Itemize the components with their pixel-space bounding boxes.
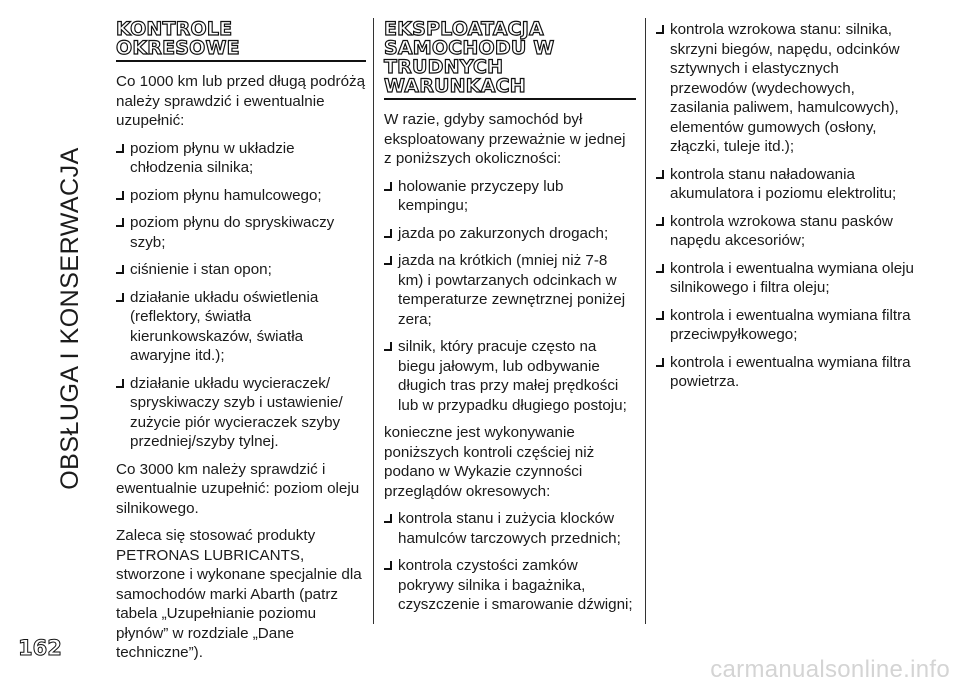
checklist-item-text: kontrola i ewentualna wymiana filtra powietrza.: [670, 353, 911, 390]
column-divider-right: [645, 18, 646, 624]
checkbox-bullet-icon: [384, 228, 394, 239]
checkbox-bullet-icon: [656, 169, 666, 180]
checklist-item-text: kontrola wzrokowa stanu pasków napędu akcesoriów;: [670, 212, 893, 249]
heading-line: SAMOCHODU W: [384, 37, 555, 59]
checkbox-bullet-icon: [116, 190, 126, 201]
heading-line: EKSPLOATACJA: [384, 18, 544, 40]
checklist-item: [384, 251, 636, 329]
checkbox-bullet-icon: [656, 216, 666, 227]
checklist-item-text: silnik, który pracuje często na biegu jałowym, lub odbywanie długich tras przy małej prędkości lub w przypadku długiego postoju;: [398, 338, 627, 414]
checklist-item-text: działanie układu oświetlenia (reflektory, światła kierunkowskazów, światła awaryjne itd.);: [130, 288, 319, 364]
checkbox-bullet-icon: [116, 378, 126, 389]
checklist-item: [656, 212, 914, 251]
checkbox-bullet-icon: [116, 143, 126, 154]
checkbox-bullet-icon: [656, 24, 666, 35]
checklist-item: [656, 353, 914, 392]
checklist-item: [656, 165, 914, 204]
checklist-item: [116, 288, 366, 366]
checkbox-bullet-icon: [384, 560, 394, 571]
checklist-item-text: kontrola czystości zamków pokrywy silnika i bagażnika, czyszczenie i smarowanie dźwigni;: [398, 557, 633, 613]
heading-line: WARUNKACH: [384, 75, 526, 97]
checklist-item-text: jazda po zakurzonych drogach;: [398, 224, 609, 242]
column-periodic-checks: [116, 20, 366, 671]
watermark: carmanualsonline.info: [710, 656, 950, 683]
heading-rule: [384, 98, 636, 100]
checklist-item-text: kontrola i ewentualna wymiana filtra przeciwpyłkowego;: [670, 306, 911, 343]
checklist-item-text: ciśnienie i stan opon;: [130, 261, 272, 278]
checklist-item-text: jazda na krótkich (mniej niż 7-8 km) i powtarzanych odcinkach w temperaturze zewnętrznej poniżej zera;: [398, 252, 626, 328]
column-checks-continued: [656, 20, 914, 400]
checkbox-bullet-icon: [384, 341, 394, 352]
column-divider-left: [373, 18, 374, 624]
checklist-item-text: holowanie przyczepy lub kempingu;: [398, 177, 564, 214]
checkbox-bullet-icon: [384, 181, 394, 192]
heading-difficult-conditions: [384, 20, 636, 96]
checklist-item: [384, 509, 636, 548]
column-difficult-conditions: [384, 20, 636, 623]
checkbox-bullet-icon: [116, 264, 126, 275]
checklist-item-text: kontrola stanu i zużycia klocków hamulców tarczowych przednich;: [398, 510, 621, 547]
checkbox-bullet-icon: [116, 292, 126, 303]
heading-rule: [116, 60, 366, 62]
checklist-item: [384, 177, 636, 216]
checklist-item: [116, 374, 366, 452]
intro-paragraph: W razie, gdyby samochód był eksploatowany przeważnie w jednej z poniższych okoliczności:: [384, 111, 626, 167]
checkbox-bullet-icon: [384, 513, 394, 524]
page-number: 162: [18, 636, 62, 660]
paragraph-recommended-products: Zaleca się stosować produkty PETRONAS LUBRICANTS, stworzone i wykonane specjalnie dla samochodów marki Abarth (patrz tabela „Uzupełnianie poziomu płynów” w rozdziale „Dane techniczne”).: [116, 527, 362, 661]
section-side-tab: [50, 18, 90, 618]
checklist-item: [656, 306, 914, 345]
checklist-item-text: poziom płynu w układzie chłodzenia silnika;: [130, 139, 295, 176]
checklist-item: [656, 20, 914, 157]
paragraph-oil-check: Co 3000 km należy sprawdzić i ewentualnie uzupełnić: poziom oleju silnikowego.: [116, 460, 360, 517]
checklist-item: [384, 337, 636, 415]
heading-line: TRUDNYCH: [384, 56, 504, 78]
paragraph-more-frequent-checks: konieczne jest wykonywanie poniższych kontroli częściej niż podano w Wykazie czynności przeglądów okresowych:: [384, 424, 595, 500]
checklist-item: [116, 260, 366, 280]
checklist-item: [116, 139, 366, 178]
checklist-item-text: kontrola stanu naładowania akumulatora i poziomu elektrolitu;: [670, 165, 897, 202]
intro-paragraph: Co 1000 km lub przed długą podróżą należy sprawdzić i ewentualnie uzupełnić:: [116, 73, 366, 129]
checklist-item: [656, 259, 914, 298]
checklist-item-text: kontrola i ewentualna wymiana oleju silnikowego i filtra oleju;: [670, 259, 914, 296]
checkbox-bullet-icon: [656, 357, 666, 368]
checkbox-bullet-icon: [384, 255, 394, 266]
checkbox-bullet-icon: [656, 263, 666, 274]
checklist-item: [384, 224, 636, 244]
section-side-tab-label: OBSŁUGA I KONSERWACJA: [55, 146, 84, 490]
checkbox-bullet-icon: [116, 217, 126, 228]
checklist-item: [384, 556, 636, 615]
checklist-item-text: działanie układu wycieraczek/ spryskiwaczy szyb i ustawienie/ zużycie piór wycieraczek szyby przedniej/szyby tylnej.: [130, 374, 343, 450]
checklist-item: [116, 213, 366, 252]
heading-periodic-checks: [116, 20, 366, 58]
checklist-item-text: poziom płynu hamulcowego;: [130, 186, 322, 204]
checkbox-bullet-icon: [656, 310, 666, 321]
checklist-item: [116, 186, 366, 206]
heading-line: KONTROLE: [116, 18, 233, 40]
checklist-item-text: poziom płynu do spryskiwaczy szyb;: [130, 214, 335, 251]
checklist-item-text: kontrola wzrokowa stanu: silnika, skrzyni biegów, napędu, odcinków sztywnych i elastycznych przewodów (wydechowych, zasilania paliwem, hamulcowych), elementów gumowych (osłony, złączki, tuleje itd.);: [670, 21, 900, 155]
heading-line: OKRESOWE: [116, 37, 240, 59]
